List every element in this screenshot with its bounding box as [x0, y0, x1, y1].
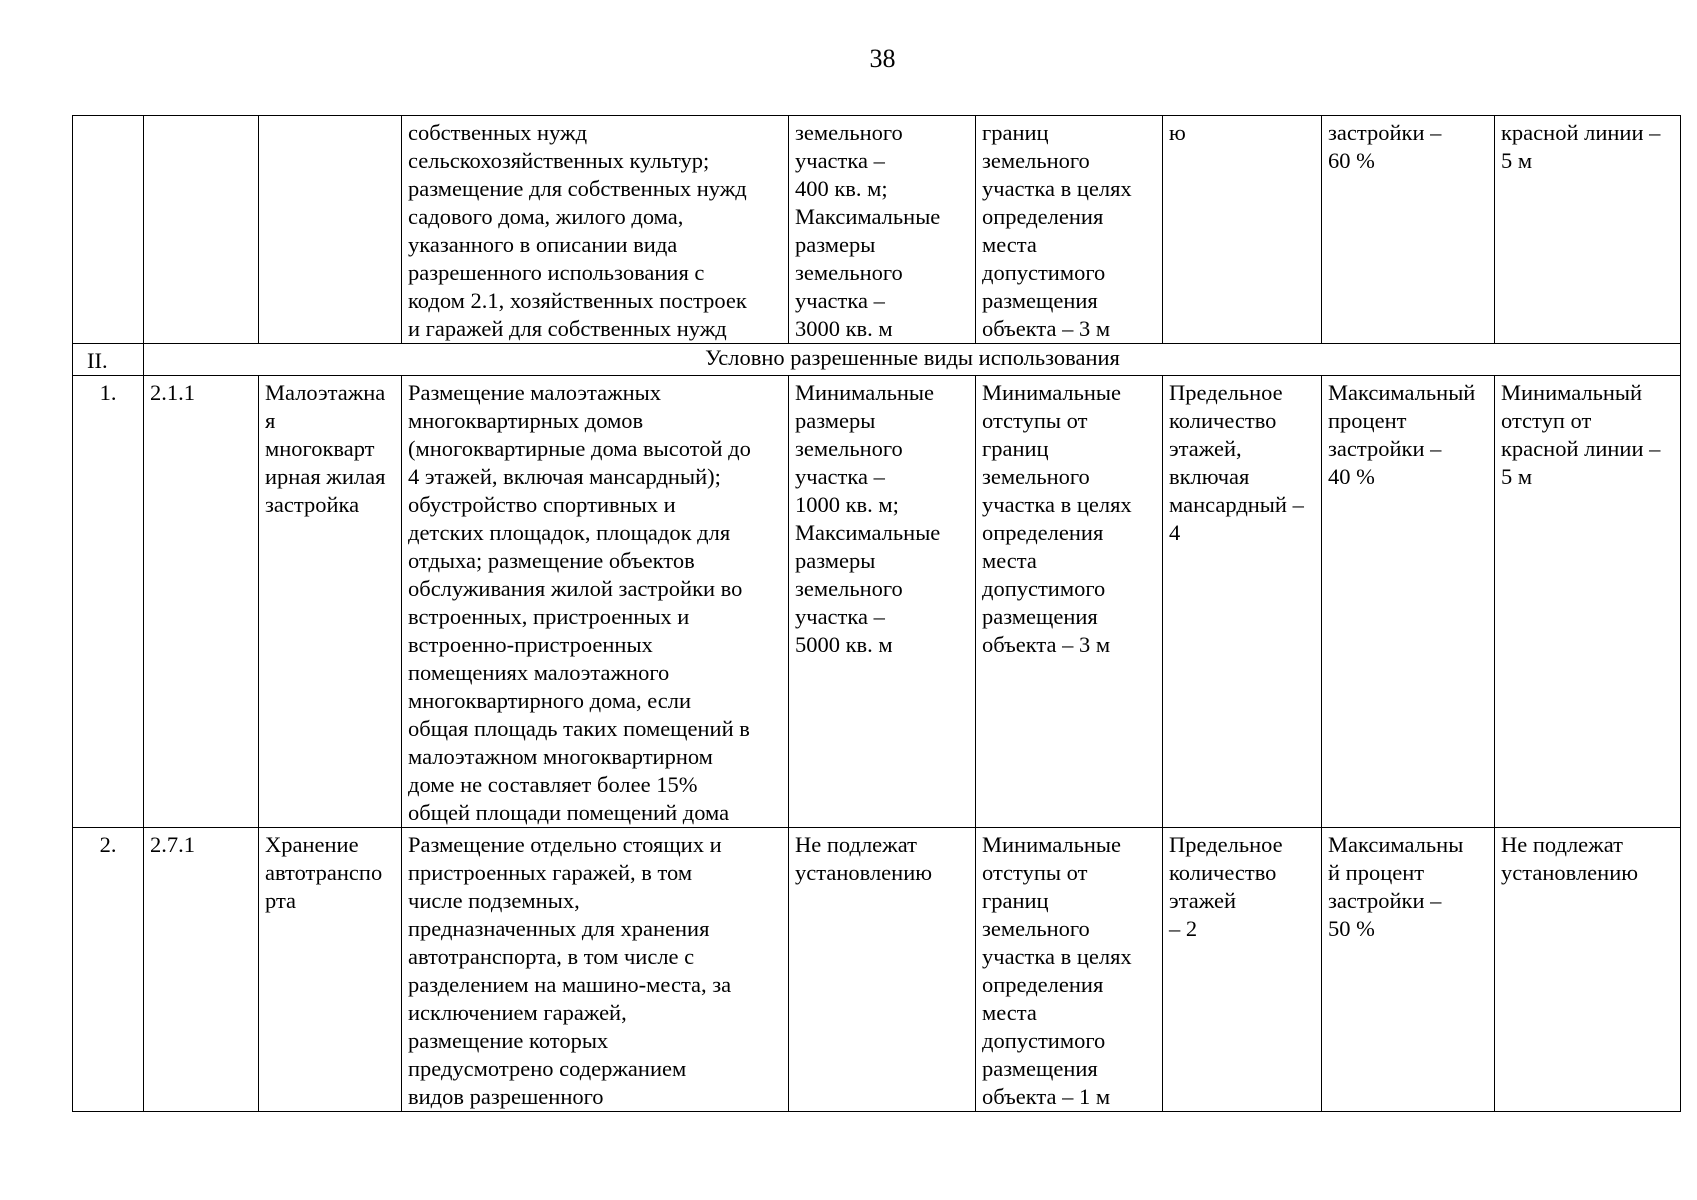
cell-red-line: Не подлежат установлению [1495, 828, 1681, 1112]
cell-description: собственных нужд сельскохозяйственных культур; размещение для собственных нужд садового дома, жилого дома, указанного в описании вида разрешенного использования с кодом 2.1, хозяйственных построек и гаражей для собственных нужд [402, 116, 789, 344]
cell-description: Размещение отдельно стоящих и пристроенных гаражей, в том числе подземных, предназначенных для хранения автотранспорта, в том числе с разделением на машино-места, за исключением гаражей, размещение которых предусмотрено содержанием видов разрешенного [402, 828, 789, 1112]
cell-setbacks: Минимальные отступы от границ земельного участка в целях определения места допустимого размещения объекта – 1 м [976, 828, 1163, 1112]
cell-floors: ю [1163, 116, 1322, 344]
section-number: II. [73, 344, 144, 376]
section-row [73, 344, 1681, 376]
cell-floors: Предельное количество этажей, включая мансардный – 4 [1163, 376, 1322, 828]
cell-plot-size: Минимальные размеры земельного участка – 1000 кв. м; Максимальные размеры земельного участка – 5000 кв. м [789, 376, 976, 828]
cell-plot-size: земельного участка – 400 кв. м; Максимальные размеры земельного участка – 3000 кв. м [789, 116, 976, 344]
table-row [73, 376, 1681, 828]
cell-code: 2.7.1 [144, 828, 259, 1112]
table-row [73, 828, 1681, 1112]
land-use-table [72, 115, 1681, 1112]
cell-coverage: застройки – 60 % [1322, 116, 1495, 344]
cell-name: Малоэтажна я многокварт ирная жилая застройка [259, 376, 402, 828]
cell-coverage: Максимальны й процент застройки – 50 % [1322, 828, 1495, 1112]
cell-num: 1. [73, 376, 144, 828]
cell-description: Размещение малоэтажных многоквартирных домов (многоквартирные дома высотой до 4 этажей, включая мансардный); обустройство спортивных и детских площадок, площадок для отдыха; размещение объектов обслуживания жилой застройки во встроенных, пристроенных и встроенно-пристроенных помещениях малоэтажного многоквартирного дома, если общая площадь таких помещений в малоэтажном многоквартирном доме не составляет более 15% общей площади помещений дома [402, 376, 789, 828]
cell-floors: Предельное количество этажей – 2 [1163, 828, 1322, 1112]
cell-name [259, 116, 402, 344]
cell-coverage: Максимальный процент застройки – 40 % [1322, 376, 1495, 828]
page-number: 38 [869, 44, 896, 73]
cell-code: 2.1.1 [144, 376, 259, 828]
cell-setbacks: Минимальные отступы от границ земельного участка в целях определения места допустимого размещения объекта – 3 м [976, 376, 1163, 828]
cell-red-line: красной линии – 5 м [1495, 116, 1681, 344]
cell-setbacks: границ земельного участка в целях определения места допустимого размещения объекта – 3 м [976, 116, 1163, 344]
cell-red-line: Минимальный отступ от красной линии – 5 м [1495, 376, 1681, 828]
cell-num: 2. [73, 828, 144, 1112]
cell-plot-size: Не подлежат установлению [789, 828, 976, 1112]
table-row-continued [73, 116, 1681, 344]
cell-name: Хранение автотранспо рта [259, 828, 402, 1112]
cell-code [144, 116, 259, 344]
section-title: Условно разрешенные виды использования [144, 344, 1681, 376]
cell-num [73, 116, 144, 344]
